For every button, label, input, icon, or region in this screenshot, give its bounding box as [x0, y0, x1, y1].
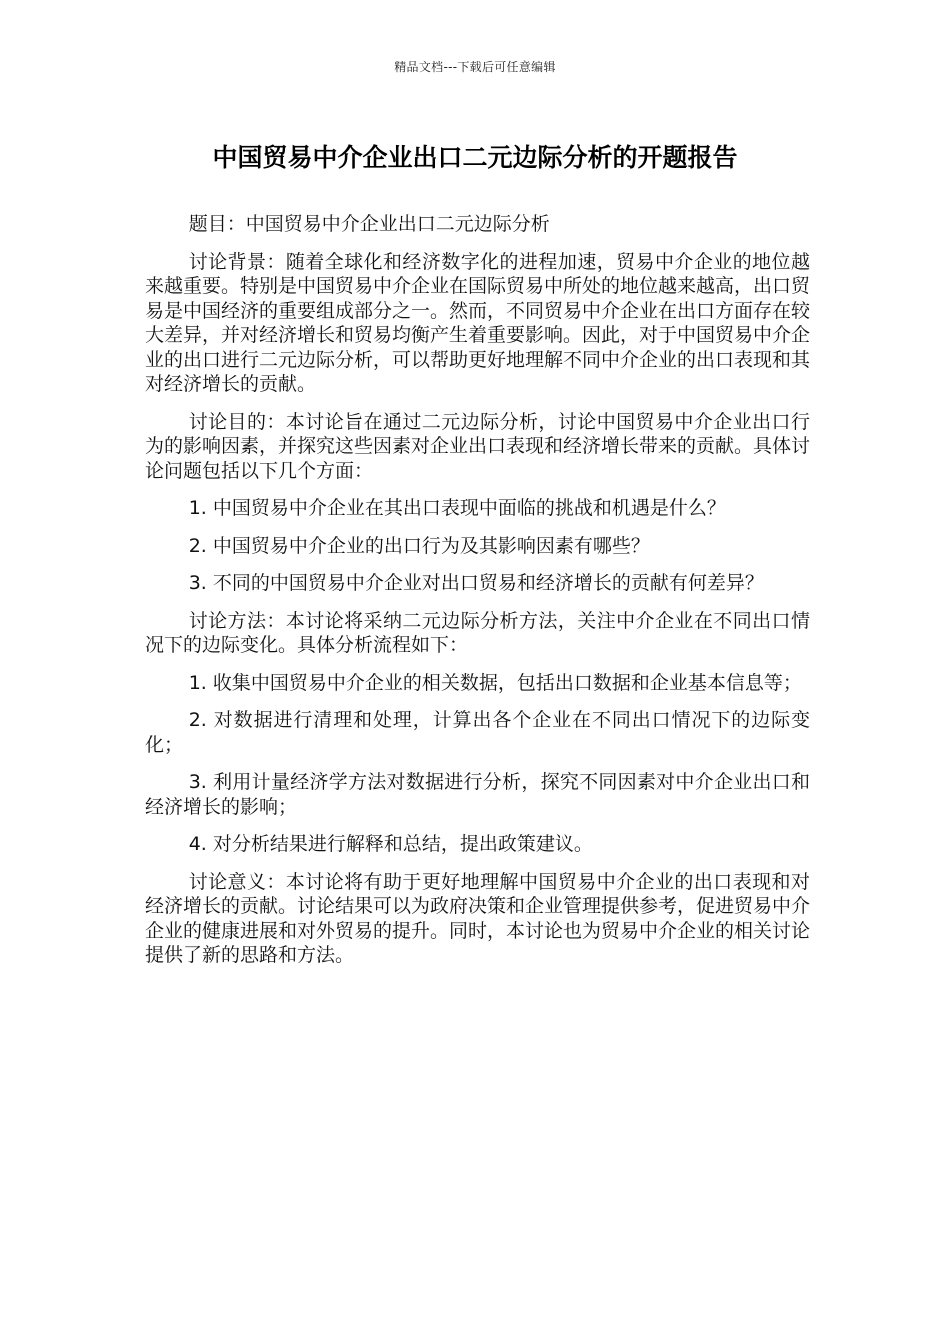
- background-paragraph: 讨论背景：随着全球化和经济数字化的进程加速，贸易中介企业的地位越来越重要。特别是中国贸易中介企业在国际贸易中所处的地位越来越高，出口贸易是中国经济的重要组成部分之一。然而，不同贸易中介企业在出口方面存在较大差异，并对经济增长和贸易均衡产生着重要影响。因此，对于中国贸易中介企业的出口进行二元边际分析，可以帮助更好地理解不同中介企业的出口表现和其对经济增长的贡献。: [145, 250, 811, 395]
- header-note: 精品文档---下载后可任意编辑: [394, 60, 556, 74]
- method-paragraph: 讨论方法：本讨论将采纳二元边际分析方法，关注中介企业在不同出口情况下的边际变化。具体分析流程如下：: [145, 609, 810, 656]
- method-step-4: 4. 对分析结果进行解释和总结，提出政策建议。: [188, 833, 593, 855]
- document-title: 中国贸易中介企业出口二元边际分析的开题报告: [212, 143, 738, 172]
- document-body: [145, 212, 810, 981]
- method-step-1: 1. 收集中国贸易中介企业的相关数据，包括出口数据和企业基本信息等；: [188, 671, 802, 694]
- method-step-3: 3. 利用计量经济学方法对数据进行分析，探究不同因素对中介企业出口和经济增长的影响；: [145, 771, 810, 818]
- objective-paragraph: 讨论目的：本讨论旨在通过二元边际分析，讨论中国贸易中介企业出口行为的影响因素，并探究这些因素对企业出口表现和经济增长带来的贡献。具体讨论问题包括以下几个方面：: [145, 410, 811, 482]
- question-item-3: 3. 不同的中国贸易中介企业对出口贸易和经济增长的贡献有何差异？: [188, 572, 764, 594]
- significance-paragraph: 讨论意义：本讨论将有助于更好地理解中国贸易中介企业的出口表现和对经济增长的贡献。讨论结果可以为政府决策和企业管理提供参考，促进贸易中介企业的健康进展和对外贸易的提升。同时，本讨论也为贸易中介企业的相关讨论提供了新的思路和方法。: [145, 870, 811, 966]
- method-step-2: 2. 对数据进行清理和处理，计算出各个企业在不同出口情况下的边际变化；: [145, 709, 810, 756]
- question-item-2: 2. 中国贸易中介企业的出口行为及其影响因素有哪些？: [188, 534, 650, 557]
- topic-paragraph: 题目：中国贸易中介企业出口二元边际分析: [188, 213, 550, 235]
- question-item-1: 1. 中国贸易中介企业在其出口表现中面临的挑战和机遇是什么？: [188, 497, 726, 519]
